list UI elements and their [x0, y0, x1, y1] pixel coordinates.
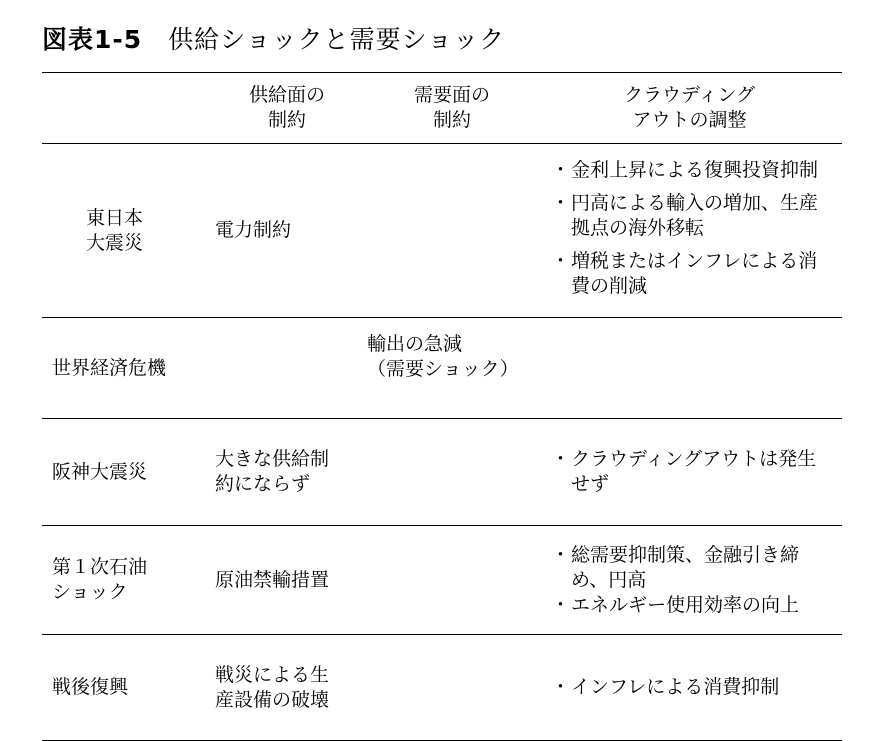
adjustment-cell [537, 526, 842, 635]
adjustment-cell [537, 635, 842, 741]
demand-cell: 輸出の急減 （需要ショック） [367, 333, 519, 380]
supply-cell: 戦災による生 産設備の破壊 [215, 663, 330, 711]
shock-comparison-table [42, 72, 842, 741]
table-row [42, 419, 842, 526]
table-row [42, 318, 842, 419]
event-cell: 世界経済危機 [52, 356, 167, 379]
adjustment-cell [537, 419, 842, 526]
table-row [42, 526, 842, 635]
event-cell: 阪神大震災 [52, 460, 148, 483]
figure-number: 図表1-5 [42, 25, 143, 54]
event-cell: 東日本 大震災 [85, 206, 143, 254]
figure-title [42, 20, 505, 56]
adjustment-item: ・ 増税またはインフレによる消 費の削減 [551, 249, 842, 299]
adjustment-item: ・ 総需要抑制策、金融引き締 め、円高 [551, 543, 842, 593]
header-demand-constraint: 需要面の 制約 [413, 84, 490, 131]
adjustment-item: ・ 円高による輸入の増加、生産 拠点の海外移転 [551, 191, 842, 241]
supply-cell: 電力制約 [215, 219, 292, 241]
event-cell: 第１次石油 ショック [52, 556, 148, 603]
header-crowding-out: クラウディング アウトの調整 [623, 84, 756, 131]
adjustment-item: ・ 金利上昇による復興投資抑制 [551, 158, 842, 183]
adjustment-cell [537, 144, 842, 318]
header-row [42, 73, 842, 144]
supply-cell: 大きな供給制 約にならず [215, 448, 330, 495]
header-event [42, 73, 207, 144]
demand-cell [367, 635, 537, 741]
event-cell: 戦後復興 [52, 676, 129, 698]
demand-cell [367, 144, 537, 318]
table-row [42, 144, 842, 318]
demand-cell [367, 419, 537, 526]
table-row [42, 635, 842, 741]
adjustment-item: ・ エネルギー使用効率の向上 [551, 593, 842, 618]
adjustment-item: ・ クラウディングアウトは発生 せず [551, 447, 842, 497]
supply-cell [207, 318, 367, 419]
figure-name: 供給ショックと需要ショック [168, 25, 506, 54]
adjustment-cell [537, 318, 842, 419]
demand-cell [367, 526, 537, 635]
supply-cell: 原油禁輸措置 [215, 568, 330, 591]
adjustment-item: ・ インフレによる消費抑制 [551, 675, 842, 700]
header-supply-constraint: 供給面の 制約 [248, 84, 325, 131]
